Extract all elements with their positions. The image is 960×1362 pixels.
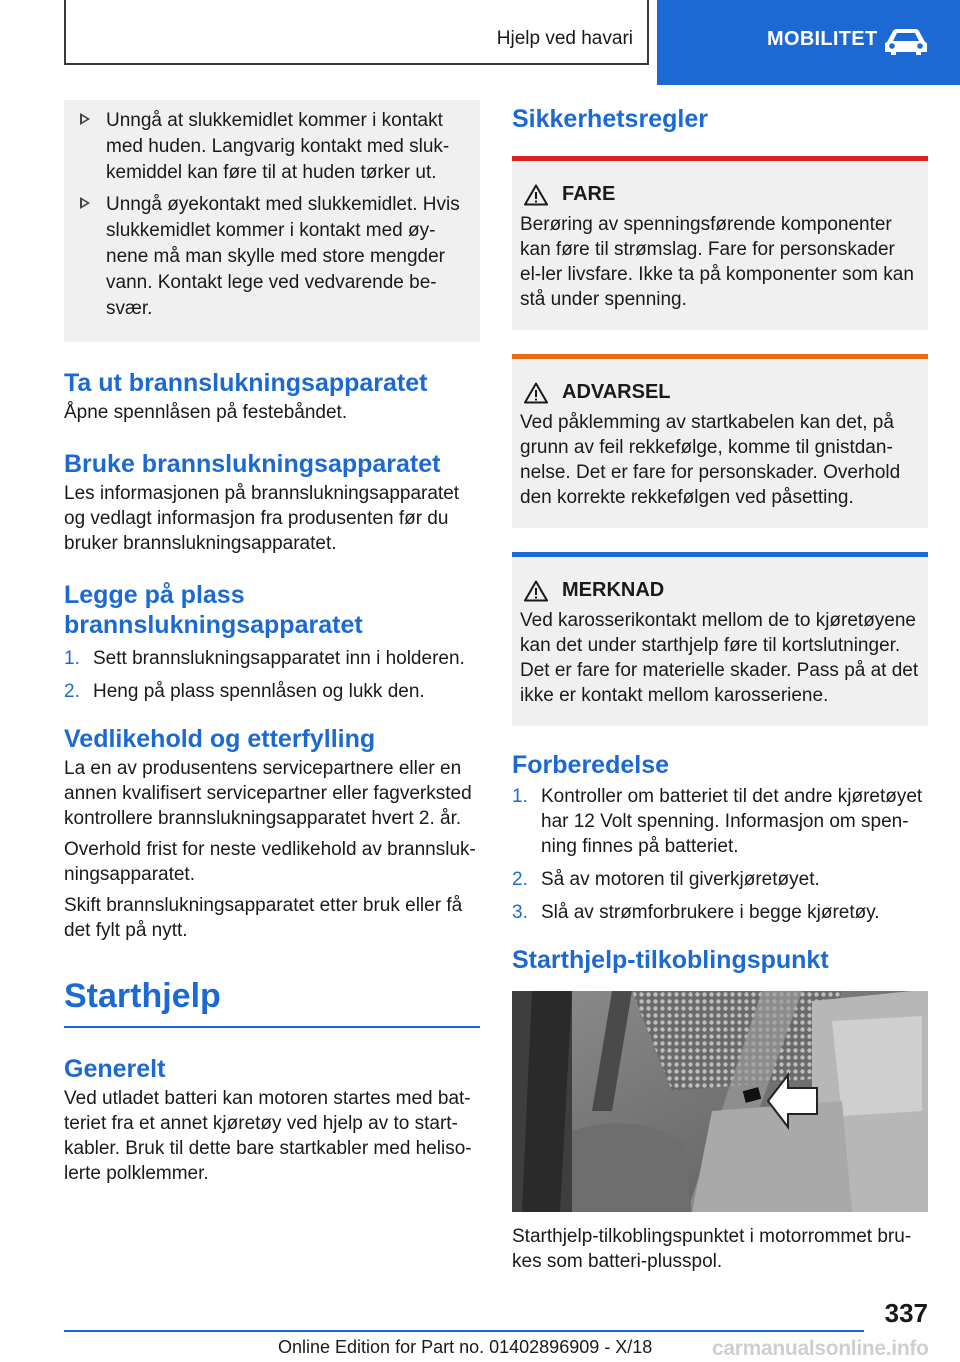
triangle-bullet-icon	[80, 113, 90, 125]
warning-text: Ved påklemming av startkabelen kan det, på grunn av feil rekkefølge, komme til gnistdan-nelse. Det er fare for personskader. Overhold den korrekte rekkefølgen ved påsetting.	[520, 412, 901, 508]
heading-take-out: Ta ut brannslukningsapparatet	[64, 369, 428, 397]
warning-label: MERKNAD	[562, 579, 665, 601]
paragraph: Ved utladet batteri kan motoren startes med bat-teriet fra et annet kjøretøy ved hjelp av to start-kabler. Bruk til dette bare startkabler med heliso-lerte polklemmer.	[64, 1088, 472, 1184]
triangle-bullet-icon	[80, 197, 90, 209]
caution-box	[512, 354, 928, 528]
paragraph: La en av produsentens servicepartnere eller en annen kvalifisert servicepartner eller fagverksted kontrollere brannslukningsapparatet hvert 2. år.	[64, 758, 472, 829]
watermark-brand: carmanualsonline.info	[712, 1337, 929, 1360]
chapter-tab-label: MOBILITET	[767, 28, 878, 50]
chapter-tab	[657, 0, 960, 85]
heading-safety-rules: Sikkerhetsregler	[512, 105, 708, 133]
warning-label: FARE	[562, 183, 616, 205]
heading-use: Bruke brannslukningsapparatet	[64, 450, 441, 478]
notice-box	[512, 552, 928, 726]
list-item: 1. Kontroller om batteriet til det andre kjøretøyet har 12 Volt spenning. Informasjon om spen-ning finnes på batteriet.	[512, 786, 923, 857]
car-icon	[883, 26, 929, 58]
warning-triangle-icon	[524, 184, 548, 206]
paragraph: Skift brannslukningsapparatet etter bruk eller få det fylt på nytt.	[64, 895, 463, 941]
heading-put-back: Legge på plass brannslukningsapparatet	[64, 581, 363, 639]
header-box	[64, 0, 649, 65]
warning-triangle-icon	[524, 382, 548, 404]
heading-maintenance: Vedlikehold og etterfylling	[64, 725, 376, 753]
numbered-list	[64, 646, 480, 704]
heading-general: Generelt	[64, 1055, 166, 1083]
numbered-list	[512, 784, 928, 925]
list-item: 1. Sett brannslukningsapparatet inn i holderen.	[64, 648, 465, 669]
heading-preparation: Forberedelse	[512, 751, 670, 779]
bullet-box	[64, 100, 480, 342]
left-column	[64, 100, 480, 1186]
list-item: 2. Så av motoren til giverkjøretøyet.	[512, 869, 820, 890]
warning-text: Ved karosserikontakt mellom de to kjøretøyene kan det under starthjelp føre til kortslutninger. Det er fare for materielle skader. Pass på at det ikke er kontakt mellom karosseriene.	[520, 610, 919, 706]
right-column	[512, 100, 928, 1274]
paragraph: Åpne spennlåsen på festebåndet.	[64, 402, 348, 423]
footer-divider	[64, 1330, 864, 1332]
paragraph: Overhold frist for neste vedlikehold av brannsluk-ningsapparatet.	[64, 839, 476, 885]
heading-connection-point: Starthjelp-tilkoblingspunkt	[512, 946, 829, 974]
section-title: Hjelp ved havari	[496, 28, 633, 49]
engine-bay-photo	[512, 991, 928, 1212]
list-item: 3. Slå av strømforbrukere i begge kjøretøy.	[512, 902, 880, 923]
warning-text: Berøring av spenningsførende komponenter kan føre til strømslag. Fare for personskader el-ler livsfare. Ikke ta på komponenter som kan stå under spenning.	[520, 214, 914, 310]
edition-text: Online Edition for Part no. 01402896909 - X/18	[278, 1337, 653, 1357]
page-number: 337	[884, 1298, 928, 1328]
warning-triangle-icon	[524, 580, 548, 602]
list-item: Unngå øyekontakt med slukkemidlet. Hvis slukkemidlet kommer i kontakt med øy-nene må man skylle med store mengder vann. Kontakt lege ved vedvarende be-svær.	[76, 192, 468, 322]
warning-label: ADVARSEL	[562, 381, 671, 403]
image-caption: Starthjelp-tilkoblingspunktet i motorrommet bru-kes som batteri-plusspol.	[512, 1226, 912, 1272]
paragraph: Les informasjonen på brannslukningsapparatet og vedlagt informasjon fra produsenten før du bruker brannslukningsapparatet.	[64, 483, 460, 554]
list-item: Unngå at slukkemidlet kommer i kontakt med huden. Langvarig kontakt med sluk-kemiddel kan føre til at huden tørker ut.	[76, 108, 468, 186]
list-item: 2. Heng på plass spennlåsen og lukk den.	[64, 681, 425, 702]
danger-box	[512, 156, 928, 330]
chapter-heading: Starthjelp	[64, 977, 480, 1028]
